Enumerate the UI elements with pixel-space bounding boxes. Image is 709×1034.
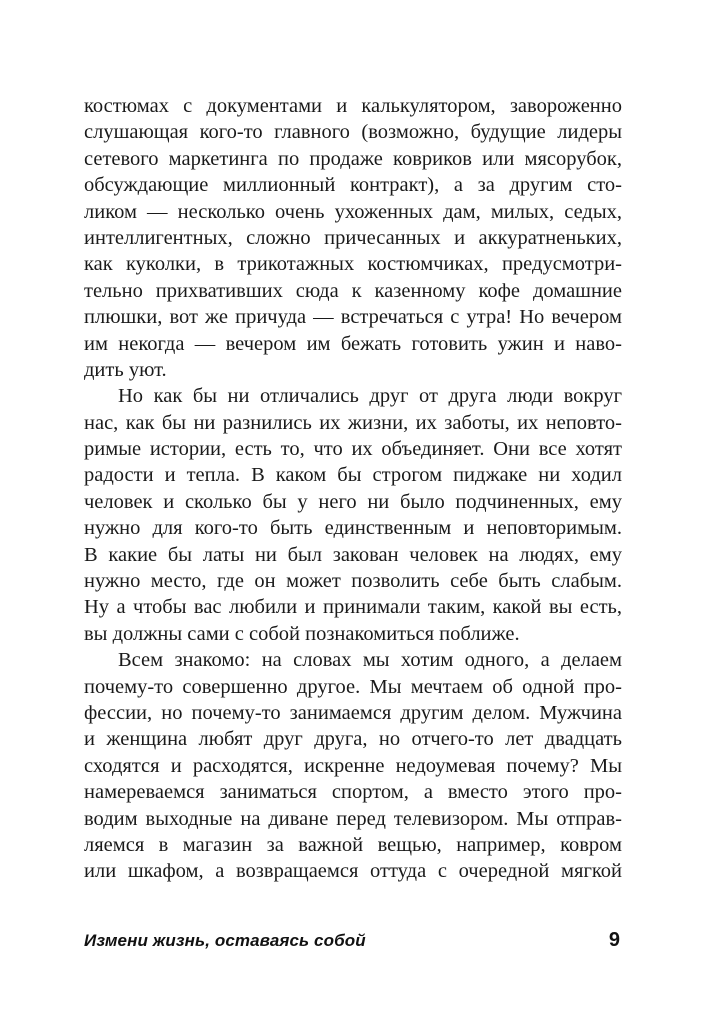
text-line: им некогда — вечером им бежать готовить ужин и наво-: [84, 332, 622, 355]
page-footer: [84, 929, 622, 955]
text-line: нужно для кого-то быть единственным и неповторимым.: [84, 517, 622, 540]
text-line: ляемся в магазин за важной вещью, например, ковром: [84, 833, 622, 856]
page-number: 9: [608, 929, 620, 951]
text-line: и женщина любят друг друга, но отчего-то лет двадцать: [84, 728, 622, 751]
text-line: человек и сколько бы у него ни было подчиненных, ему: [84, 490, 622, 513]
paragraph-3: [84, 647, 622, 885]
paragraph-2: [84, 383, 622, 647]
text-line: Но как бы ни отличались друг от друга люди вокруг: [118, 385, 622, 408]
text-line: нужно место, где он может позволить себе быть слабым.: [84, 570, 622, 593]
text-line: намереваемся заниматься спортом, а вместо этого про-: [84, 781, 622, 804]
text-line: как куколки, в трикотажных костюмчиках, предусмотри-: [84, 253, 622, 276]
paragraph-1: [84, 93, 622, 383]
text-line: вы должны сами с собой познакомиться поближе.: [84, 622, 520, 645]
text-line: В какие бы латы ни был закован человек на людях, ему: [84, 543, 622, 566]
text-line: слушающая кого-то главного (возможно, будущие лидеры: [84, 121, 622, 144]
text-line: нас, как бы ни разнились их жизни, их заботы, их неповто-: [84, 411, 622, 434]
text-line: Ну а чтобы вас любили и принимали таким, какой вы есть,: [84, 596, 622, 619]
text-line: сетевого маркетинга по продаже ковриков или мясорубок,: [84, 147, 622, 170]
text-line: сходятся и расходятся, искренне недоумевая почему? Мы: [84, 754, 622, 777]
text-line: ликом — несколько очень ухоженных дам, милых, седых,: [84, 200, 622, 223]
text-line: фессии, но почему-то занимаемся другим делом. Мужчина: [84, 701, 622, 724]
text-line: плюшки, вот же причуда — встречаться с утра! Но вечером: [84, 306, 622, 329]
book-title: Измени жизнь, оставаясь собой: [84, 931, 366, 950]
text-line: почему-то совершенно другое. Мы мечтаем об одной про-: [84, 675, 622, 698]
text-line: интеллигентных, сложно причесанных и аккуратненьких,: [84, 226, 622, 249]
text-line: или шкафом, а возвращаемся оттуда с очередной мягкой: [84, 860, 622, 883]
text-line: костюмах с документами и калькулятором, завороженно: [84, 95, 622, 117]
text-line: дить уют.: [84, 358, 167, 381]
text-line: водим выходные на диване перед телевизором. Мы отправ-: [84, 807, 622, 830]
text-line: римые истории, есть то, что их объединяет. Они все хотят: [84, 438, 622, 461]
page-body: [84, 93, 622, 885]
text-line: радости и тепла. В каком бы строгом пиджаке ни ходил: [84, 464, 622, 487]
text-line: Всем знакомо: на словах мы хотим одного, а делаем: [118, 649, 622, 672]
text-line: обсуждающие миллионный контракт), а за другим сто-: [84, 174, 622, 197]
text-line: тельно прихвативших сюда к казенному кофе домашние: [84, 279, 622, 302]
